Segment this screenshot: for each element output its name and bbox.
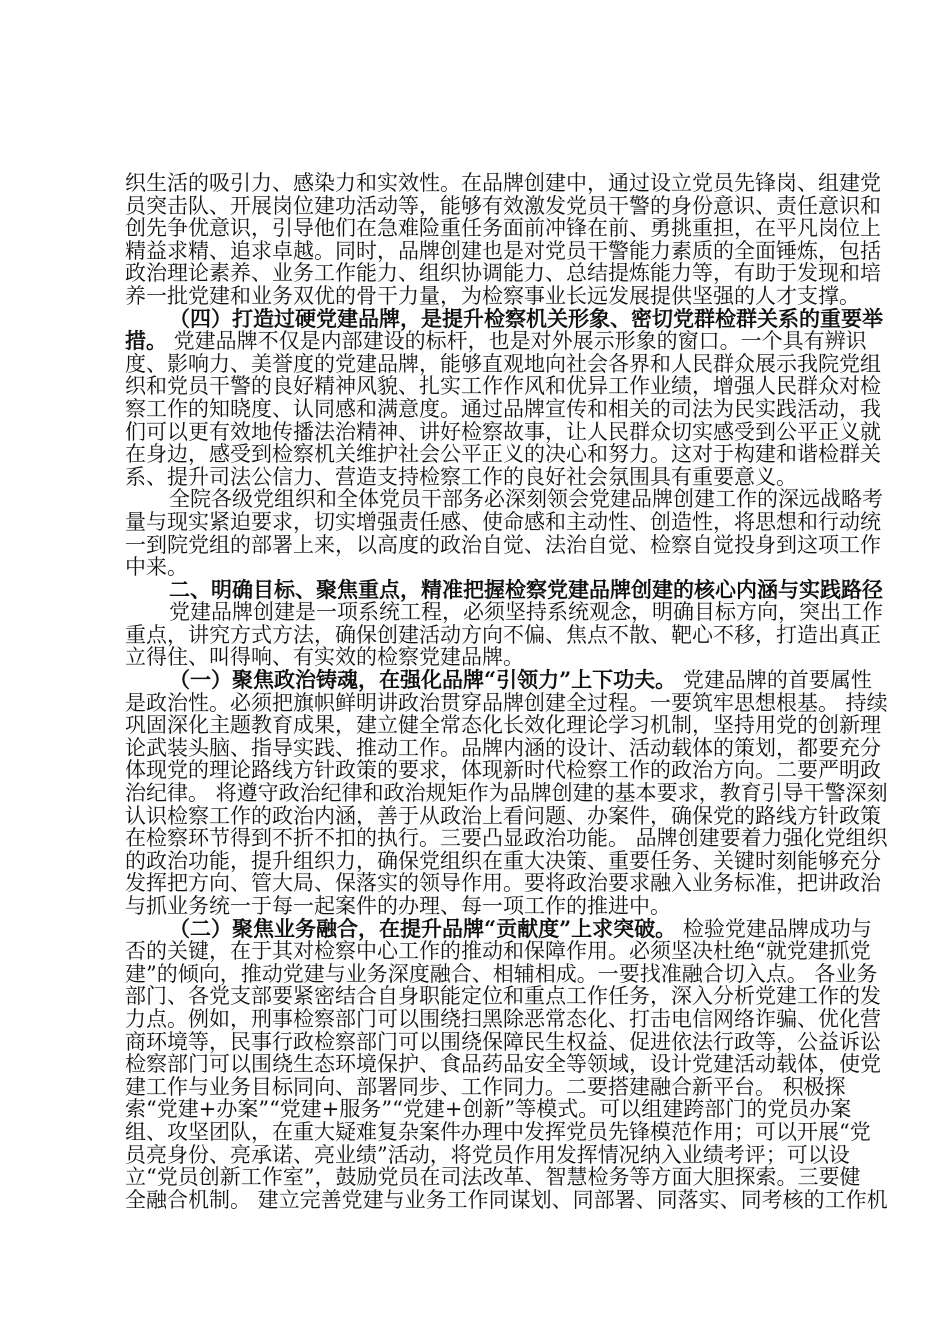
body-text: 是政治性。必须把旗帜鲜明讲政治贯穿品牌创建全过程。一要筑牢思想根基。 持续: [125, 690, 888, 715]
body-text: 力点。例如，刑事检察部门可以围绕扫黑除恶常态化、打击电信网络诈骗、优化营: [125, 1006, 881, 1031]
body-text: 党建品牌创建是一项系统工程，必须坚持系统观念，明确目标方向，突出工作: [169, 600, 883, 625]
body-text: 检验党建品牌成功与: [676, 916, 872, 941]
text-line: [125, 1097, 852, 1122]
body-text: 论武装头脑、指导实践、推动工作。品牌内涵的设计、活动载体的策划，都要充分: [125, 735, 881, 760]
body-text: 的政治功能，提升组织力，确保党组织在重大决策、重要任务、关键时刻能够充分: [125, 848, 881, 873]
text-line: [125, 915, 872, 941]
text-line: [125, 283, 860, 308]
text-line: [125, 826, 888, 851]
text-line: [125, 735, 881, 760]
text-line: [125, 216, 881, 241]
body-text: 建”的倾向，推动党建与业务深度融合、相辅相成。一要找准融合切入点。 各业务: [125, 961, 878, 986]
text-line: [125, 305, 883, 331]
bold-heading-text: 二、明确目标、聚焦重点，精准把握检察党建品牌创建的核心内涵与实践路径: [169, 576, 883, 602]
body-text: 员突击队、开展岗位建功活动等，能够有效激发党员干警的身份意识、责任意识和: [125, 193, 881, 218]
body-text: 在检察环节得到不折不扣的执行。三要凸显政治功能。 品牌创建要着力强化党组织: [125, 826, 888, 851]
text-line: [125, 487, 883, 512]
text-line: [125, 1006, 881, 1031]
body-text: 全院各级党组织和全体党员干部务必深刻领会党建品牌创建工作的深远战略考: [169, 487, 883, 512]
body-text: 度、影响力、美誉度的党建品牌，能够直观地向社会各界和人民群众展示我院党组: [125, 351, 881, 376]
body-text: 商环境等，民事行政检察部门可以围绕保障民生权益、促进依法行政等，公益诉讼: [125, 1029, 881, 1054]
body-text: 党建品牌的首要属性: [676, 668, 872, 693]
text-line: [125, 871, 881, 896]
text-line: [125, 238, 881, 263]
body-text: 治纪律。 将遵守政治纪律和政治规矩作为品牌创建的基本要求，教育引导干警深刻: [125, 781, 888, 806]
text-line: [125, 171, 881, 195]
body-text: 全融合机制。 建立完善党建与业务工作同谋划、同部署、同落实、同考核的工作机: [125, 1187, 888, 1212]
text-line: [125, 419, 881, 444]
text-line: [125, 781, 888, 806]
text-line: [125, 442, 881, 467]
body-text: 员亮身份、亮承诺、亮业绩”活动，将党员作用发挥情况纳入业绩考评；可以设: [125, 1142, 850, 1167]
text-line: [125, 1165, 861, 1190]
text-line: [125, 532, 881, 557]
text-line: [125, 803, 881, 828]
body-text: 在身边，感受到检察机关维护社会公平正义的决心和努力。这对于构建和谐检群关: [125, 442, 881, 467]
text-line: [125, 984, 881, 1009]
body-text: 精益求精、追求卓越。同时，品牌创建也是对党员干警能力素质的全面锤炼，包括: [125, 238, 881, 263]
text-line: [125, 261, 881, 286]
text-line: [125, 556, 828, 579]
text-line: [125, 1029, 881, 1054]
body-text: 系、提升司法公信力、营造支持检察工作的良好社会氛围具有重要意义。: [125, 464, 797, 489]
body-text: 重点，讲究方式方法，确保创建活动方向不偏、焦点不散、靶心不移，打造出真正: [125, 622, 881, 647]
body-text: 织生活的吸引力、感染力和实效性。在品牌创建中，通过设立党员先锋岗、组建党: [125, 171, 881, 195]
body-text: 们可以更有效地传播法治精神、讲好检察故事，让人民群众切实感受到公平正义就: [125, 419, 881, 444]
text-line: [125, 509, 881, 534]
document-body: [125, 171, 888, 1212]
body-text: 否的关键，在于其对检察中心工作的推动和保障作用。必须坚决杜绝“就党建抓党: [125, 939, 871, 964]
body-text: 体现党的理论路线方针政策的要求，体现新时代检察工作的政治方向。二要严明政: [125, 758, 881, 783]
bold-heading-text: （二）聚焦业务融合，在提升品牌“贡献度”上求突破。: [169, 915, 677, 941]
body-text: 部门、各党支部要紧密结合自身职能定位和重点工作任务，深入分析党建工作的发: [125, 984, 881, 1009]
text-line: [125, 1119, 871, 1144]
text-line: [125, 466, 828, 489]
text-line: [125, 600, 883, 625]
text-line: [125, 576, 883, 602]
body-text: 中来。: [125, 555, 188, 580]
text-line: [125, 328, 867, 354]
body-text: 建工作与业务目标同向、部署同步、工作同力。二要搭建融合新平台。 积极探: [125, 1074, 846, 1099]
bold-heading-text: 措。: [125, 328, 167, 354]
text-line: [125, 1052, 881, 1077]
text-line: [125, 667, 872, 693]
body-text: 量与现实紧迫要求，切实增强责任感、使命感和主动性、创造性，将思想和行动统: [125, 509, 881, 534]
text-line: [125, 848, 881, 873]
text-line: [125, 622, 881, 647]
body-text: 养一批党建和业务双优的骨干力量，为检察事业长远发展提供坚强的人才支撑。: [125, 283, 860, 308]
text-line: [125, 1074, 846, 1099]
body-text: 认识检察工作的政治内涵，善于从政治上看问题、办案件，确保党的路线方针政策: [125, 803, 881, 828]
text-line: [125, 396, 881, 421]
text-line: [125, 713, 881, 738]
text-line: [125, 1187, 888, 1212]
body-text: 与抓业务统一于每一起案件的办理、每一项工作的推进中。: [125, 894, 671, 918]
body-text: 发挥把方向、管大局、保落实的领导作用。要将政治要求融入业务标准，把讲政治: [125, 871, 881, 896]
bold-heading-text: （一）聚焦政治铸魂，在强化品牌“引领力”上下功夫。: [169, 667, 677, 693]
text-line: [125, 193, 881, 218]
body-text: 党建品牌不仅是内部建设的标杆，也是对外展示形象的窗口。一个具有辨识: [167, 329, 867, 354]
text-line: [125, 646, 828, 669]
text-line: [125, 895, 828, 918]
text-line: [125, 374, 881, 399]
body-text: 织和党员干警的良好精神风貌、扎实工作作风和优异工作业绩，增强人民群众对检: [125, 374, 881, 399]
body-text: 立得住、叫得响、有实效的检察党建品牌。: [125, 645, 524, 670]
text-line: [125, 690, 888, 715]
bold-heading-text: （四）打造过硬党建品牌，是提升检察机关形象、密切党群检群关系的重要举: [169, 305, 883, 331]
body-text: 政治理论素养、业务工作能力、组织协调能力、总结提炼能力等，有助于发现和培: [125, 261, 881, 286]
text-line: [125, 939, 871, 964]
text-line: [125, 758, 881, 783]
body-text: 巩固深化主题教育成果，建立健全常态化长效化理论学习机制，坚持用党的创新理: [125, 713, 881, 738]
body-text: 察工作的知晓度、认同感和满意度。通过品牌宣传和相关的司法为民实践活动，我: [125, 396, 881, 421]
body-text: 索“党建+办案”“党建+服务”“党建+创新”等模式。可以组建跨部门的党员办案: [125, 1097, 852, 1122]
text-line: [125, 961, 878, 986]
body-text: 立“党员创新工作室”，鼓励党员在司法改革、智慧检务等方面大胆探索。三要健: [125, 1165, 861, 1190]
body-text: 创先争优意识，引导他们在急难险重任务面前冲锋在前、勇挑重担，在平凡岗位上: [125, 216, 881, 241]
body-text: 检察部门可以围绕生态环境保护、食品药品安全等领域，设计党建活动载体，使党: [125, 1052, 881, 1077]
body-text: 组、攻坚团队，在重大疑难复杂案件办理中发挥党员先锋模范作用；可以开展“党: [125, 1119, 871, 1144]
body-text: 一到院党组的部署上来，以高度的政治自觉、法治自觉、检察自觉投身到这项工作: [125, 532, 881, 557]
text-line: [125, 351, 881, 376]
text-line: [125, 1142, 850, 1167]
